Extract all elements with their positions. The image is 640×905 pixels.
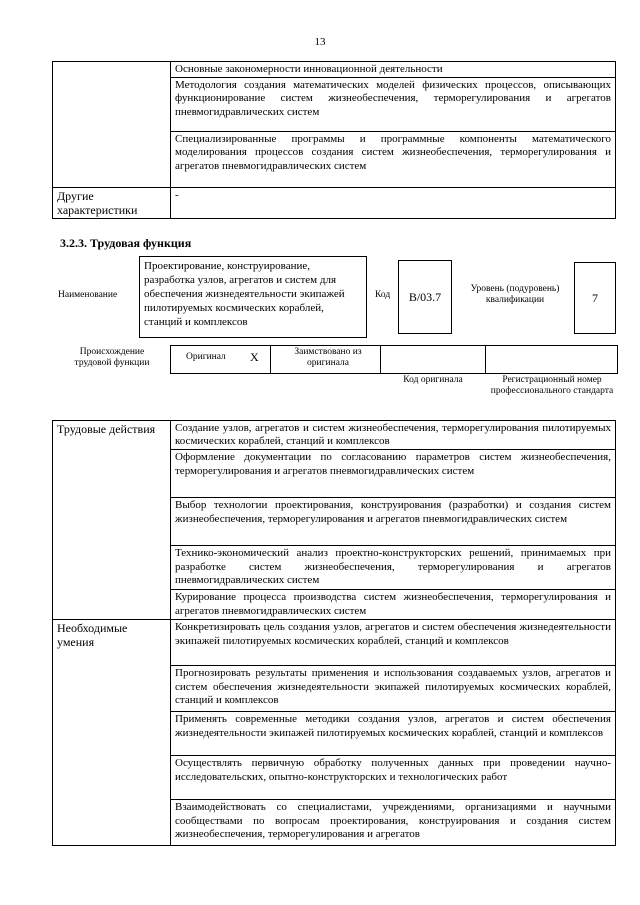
skill-item: Прогнозировать результаты применения и использования создаваемых узлов, агрегатов и систем обеспечения жизнедеятельности экипажей пилотируемых космических кораблей, станций и комплексов (171, 666, 616, 712)
divider (380, 345, 381, 373)
knowledge-table (52, 61, 616, 219)
labor-action-item: Курирование процесса производства систем жизнеобеспечения, терморегулирования и агрегатов пневмогидравлических систем (171, 590, 616, 620)
name-label: Наименование (58, 290, 118, 300)
divider (485, 345, 486, 373)
origin-row (170, 345, 618, 374)
level-value-box: 7 (574, 262, 616, 334)
level-label: Уровень (подуровень) квалификации (470, 284, 560, 305)
original-label: Оригинал (186, 352, 226, 362)
page-number: 13 (314, 36, 326, 48)
empty-label-cell (53, 62, 171, 188)
labor-function-table (52, 420, 616, 846)
labor-action-item: Выбор технологии проектирования, конструирования (разработки) и создания систем жизнеобеспечения, терморегулирования и агрегатов пневмогидравлических систем (171, 498, 616, 546)
labor-action-item: Оформление документации по согласованию параметров систем жизнеобеспечения, терморегулирования и агрегатов пневмогидравлических систем (171, 450, 616, 498)
other-characteristics-label: Другие характеристики (53, 188, 171, 219)
origin-label: Происхождение трудовой функции (74, 347, 150, 368)
knowledge-item: Специализированные программы и программные компоненты математического моделирования процессов создания систем жизнеобеспечения, терморегулирования и агрегатов пневмогидравлических систем (171, 132, 616, 188)
labor-action-item: Технико-экономический анализ проектно-конструкторских решений, принимаемых при разработке систем жизнеобеспечения, терморегулирования и агрегатов пневмогидравлических систем (171, 546, 616, 590)
skills-label: Необходимые умения (53, 620, 171, 846)
labor-actions-label: Трудовые действия (53, 421, 171, 620)
code-original-label: Код оригинала (403, 375, 463, 385)
skill-item: Применять современные методики создания узлов, агрегатов и систем обеспечения жизнедеятельности экипажей пилотируемых космических кораблей, станций и комплексов (171, 712, 616, 756)
skill-item: Конкретизировать цель создания узлов, агрегатов и систем обеспечения жизнедеятельности экипажей пилотируемых космических кораблей, станций и комплексов (171, 620, 616, 666)
function-name-box: Проектирование, конструирование, разработка узлов, агрегатов и систем для обеспечения жизнедеятельности экипажей пилотируемых космических кораблей, станций и комплексов (139, 256, 367, 338)
other-characteristics-value: - (171, 188, 616, 219)
original-mark: X (250, 350, 259, 364)
knowledge-item: Основные закономерности инновационной деятельности (171, 62, 616, 78)
code-label: Код (375, 290, 391, 300)
skill-item: Осуществлять первичную обработку полученных данных при проведении научно-исследовательских, опытно-конструкторских и технологических работ (171, 756, 616, 800)
divider (270, 345, 271, 373)
code-value-box: В/03.7 (398, 260, 452, 334)
borrowed-label: Заимствовано из оригинала (294, 347, 362, 368)
labor-action-item: Создание узлов, агрегатов и систем жизнеобеспечения, терморегулирования пилотируемых космических кораблей, станций и комплексов (171, 421, 616, 450)
reg-number-label: Регистрационный номер профессионального стандарта (490, 375, 614, 396)
knowledge-item: Методология создания математических моделей физических процессов, описывающих функционирование систем жизнеобеспечения, терморегулирования и агрегатов пневмогидравлических систем (171, 78, 616, 132)
skill-item: Взаимодействовать со специалистами, учреждениями, организациями и научными сообществами по вопросам проектирования, конструирования и создания систем жизнеобеспечения, терморегулирования и агрегатов (171, 800, 616, 846)
section-title: 3.2.3. Трудовая функция (60, 236, 192, 250)
